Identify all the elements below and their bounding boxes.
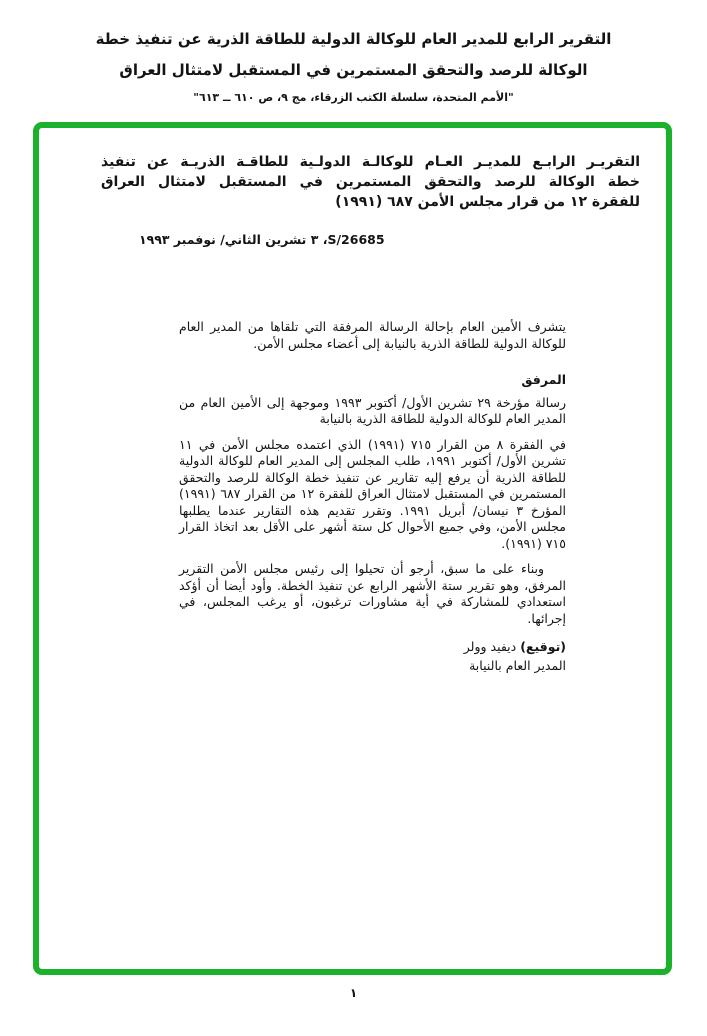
doc-title-line-3: للفقرة ١٢ من قرار مجلس الأمن ٦٨٧ (١٩٩١) bbox=[335, 194, 640, 210]
page-number: ١ bbox=[349, 986, 358, 1000]
header-source-line: "الأمم المتحدة، سلسلة الكتب الزرقاء، مج ٩، ص ٦١٠ ــ ٦١٣" bbox=[193, 91, 514, 104]
document-body bbox=[39, 152, 666, 993]
doc-reference-line bbox=[39, 232, 666, 247]
doc-title-block bbox=[101, 152, 640, 212]
doc-symbol: S/26685 bbox=[327, 232, 385, 247]
closing-paragraph: وبناء على ما سبق، أرجو أن تحيلوا إلى رئيس مجلس الأمن التقرير المرفق، وهو تقرير ستة الأشهر الرابع عن تنفيذ الخطة. وأود أيضا أن أؤكد استعدادي للمشاركة في أية مشاورات ترغبون، أو يرغب المجلس، في إجرائها. bbox=[179, 561, 566, 626]
header-title-line-2: الوكالة للرصد والتحقق المستمرين في المستقبل لامتثال العراق bbox=[119, 61, 588, 79]
page-header bbox=[0, 24, 707, 108]
signature-line bbox=[179, 637, 566, 656]
annex-subject-paragraph: رسالة مؤرخة ٢٩ تشرين الأول/ أكتوبر ١٩٩٣ وموجهة إلى الأمين العام من المدير العام للوكالة الدولية للطاقة الذرية بالنيابة bbox=[179, 394, 566, 426]
letter-body bbox=[179, 319, 566, 675]
doc-title-line-2: خطة الوكالة للرصد والتحقق المستمرين في المستقبل لامتثال العراق bbox=[101, 174, 640, 190]
annex-heading: المرفق bbox=[521, 372, 566, 387]
doc-title-line-1: التقريـر الرابـع للمديـر العـام للوكالـة الدولـية للطاقـة الذريـة عن تنفيذ bbox=[101, 154, 640, 170]
signature-label: (توقيع) bbox=[520, 639, 566, 654]
header-title-line-1: التقرير الرابع للمدير العام للوكالة الدولية للطاقة الذرية عن تنفيذ خطة bbox=[95, 30, 612, 48]
doc-reference-separator: ، bbox=[322, 232, 328, 247]
document-frame bbox=[33, 122, 672, 975]
signature-name: ديفيد وولر bbox=[463, 639, 521, 654]
signature-block bbox=[179, 637, 566, 675]
doc-date: ٣ تشرين الثاني/ نوفمبر ١٩٩٣ bbox=[139, 232, 319, 247]
resolution-paragraph: في الفقرة ٨ من القرار ٧١٥ (١٩٩١) الذي اعتمده مجلس الأمن في ١١ تشرين الأول/ أكتوبر ١٩٩١، طلب المجلس إلى المدير العام للوكالة الدولية للطاقة الذرية أن يرفع إليه تقارير عن تنفيذ خطة الوكالة للرصد والتحقق المستمرين في المستقبل لامتثال العراق للفقرة ١٢ من القرار ٦٨٧ (١٩٩١) المؤرخ ٣ نيسان/ أبريل ١٩٩١. وتقرر تقديم هذه التقارير عندما يطلبها مجلس الأمن، وفي جميع الأحوال كل ستة أشهر على الأقل بعد اتخاذ القرار ٧١٥ (١٩٩١). bbox=[179, 436, 567, 551]
signer-title: المدير العام بالنيابة bbox=[469, 658, 566, 673]
intro-paragraph: يتشرف الأمين العام بإحالة الرسالة المرفقة التي تلقاها من المدير العام للوكالة الدولية للطاقة الذرية بالنيابة إلى أعضاء مجلس الأمن. bbox=[179, 319, 566, 351]
